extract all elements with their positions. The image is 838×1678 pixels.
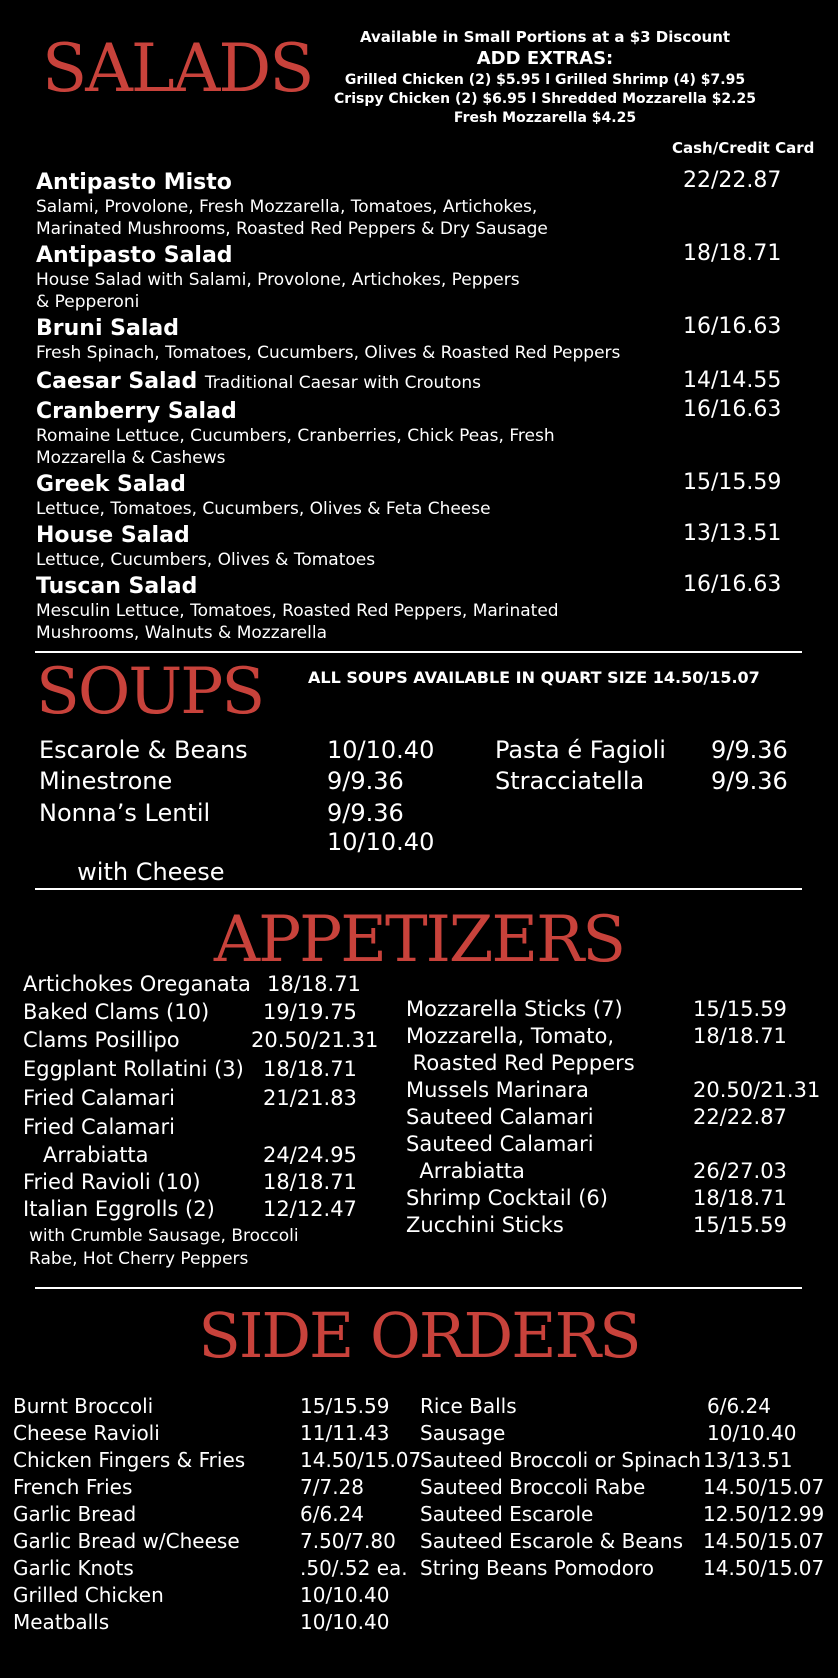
- side-price: 15/15.59: [300, 1394, 390, 1418]
- side-price: .50/.52 ea.: [300, 1556, 408, 1580]
- appetizer-price: 21/21.83: [263, 1086, 357, 1110]
- side-name: Sauteed Broccoli or Spinach: [420, 1448, 701, 1472]
- salad-item: [36, 369, 481, 396]
- side-name: French Fries: [13, 1475, 133, 1499]
- side-name: String Beans Pomodoro: [420, 1556, 655, 1580]
- salad-price: 14/14.55: [683, 368, 782, 393]
- salad-desc: Traditional Caesar with Croutons: [204, 373, 482, 393]
- side-name: Sausage: [420, 1421, 506, 1445]
- salad-desc: & Pepperoni: [36, 292, 140, 312]
- appetizer-price: 19/19.75: [263, 1000, 357, 1024]
- soup-price: 9/9.36: [327, 799, 404, 827]
- side-name: Sauteed Broccoli Rabe: [420, 1475, 646, 1499]
- salad-desc: Mozzarella & Cashews: [36, 448, 226, 468]
- salad-name: Bruni Salad: [36, 316, 179, 341]
- salad-name: House Salad: [36, 523, 190, 548]
- salad-item: [36, 243, 520, 313]
- appetizer-price: 18/18.71: [263, 1170, 357, 1194]
- extras-title: ADD EXTRAS:: [476, 48, 614, 69]
- salad-desc: Romaine Lettuce, Cucumbers, Cranberries, Chick Peas, Fresh: [36, 426, 555, 446]
- side-name: Garlic Bread w/Cheese: [13, 1529, 240, 1553]
- appetizer-name: Zucchini Sticks: [406, 1213, 564, 1237]
- salad-item: [36, 170, 548, 240]
- side-name: Sauteed Escarole & Beans: [420, 1529, 684, 1553]
- soup-price: 10/10.40: [327, 736, 435, 764]
- salad-name: Antipasto Salad: [36, 243, 233, 268]
- side-price: 14.50/15.07: [703, 1475, 825, 1499]
- appetizer-name: Sauteed Calamari: [406, 1132, 594, 1156]
- salad-name: Antipasto Misto: [36, 170, 232, 195]
- side-name: Garlic Bread: [13, 1502, 137, 1526]
- appetizer-price: 15/15.59: [693, 1213, 787, 1237]
- appetizer-name: Arrabiatta: [406, 1159, 525, 1183]
- side-price: 7.50/7.80: [300, 1529, 396, 1553]
- appetizer-name: Clams Posillipo: [23, 1028, 180, 1052]
- side-price: 7/7.28: [300, 1475, 364, 1499]
- soup-price: 9/9.36: [327, 767, 404, 795]
- divider: [35, 651, 802, 653]
- appetizer-price: 22/22.87: [693, 1105, 787, 1129]
- appetizer-price: 12/12.47: [263, 1197, 357, 1221]
- salad-item: [36, 472, 491, 520]
- soup-name: Escarole & Beans: [39, 736, 248, 764]
- extras-line-3: Fresh Mozzarella $4.25: [453, 110, 637, 126]
- salad-price: 16/16.63: [683, 572, 782, 597]
- side-price: 14.50/15.07: [300, 1448, 422, 1472]
- appetizers-heading: APPETIZERS: [213, 903, 625, 977]
- salad-desc: Marinated Mushrooms, Roasted Red Peppers & Dry Sausage: [36, 219, 548, 239]
- salad-name: Caesar Salad: [36, 369, 198, 394]
- side-price: 6/6.24: [707, 1394, 771, 1418]
- side-name: Burnt Broccoli: [13, 1394, 154, 1418]
- price-header: Cash/Credit Card: [672, 139, 815, 157]
- extras-line-2: Crispy Chicken (2) $6.95 l Shredded Mozzarella $2.25: [334, 91, 756, 107]
- salad-item: [36, 399, 555, 469]
- appetizer-name: Italian Eggrolls (2): [23, 1197, 215, 1221]
- soup-name: Stracciatella: [495, 767, 645, 795]
- appetizer-name: Eggplant Rollatini (3): [23, 1057, 244, 1081]
- soup-name: Minestrone: [39, 767, 173, 795]
- side-orders-heading: SIDE ORDERS: [198, 1299, 640, 1372]
- salad-price: 15/15.59: [683, 470, 782, 495]
- side-name: Meatballs: [13, 1610, 110, 1634]
- salad-desc: Fresh Spinach, Tomatoes, Cucumbers, Olives & Roasted Red Peppers: [36, 343, 621, 363]
- divider: [35, 1287, 802, 1289]
- appetizer-desc: Rabe, Hot Cherry Peppers: [29, 1249, 249, 1269]
- appetizer-name: Mozzarella, Tomato,: [406, 1024, 615, 1048]
- appetizer-price: 20.50/21.31: [693, 1078, 821, 1102]
- side-name: Garlic Knots: [13, 1556, 134, 1580]
- appetizer-name: Fried Calamari: [23, 1115, 175, 1139]
- appetizer-price: 18/18.71: [263, 1057, 357, 1081]
- soup-price: 10/10.40: [327, 828, 435, 856]
- appetizer-name: Fried Ravioli (10): [23, 1170, 201, 1194]
- salad-price: 13/13.51: [683, 521, 782, 546]
- side-price: 6/6.24: [300, 1502, 364, 1526]
- soup-price: 9/9.36: [711, 767, 788, 795]
- side-price: 10/10.40: [707, 1421, 797, 1445]
- appetizer-desc: with Crumble Sausage, Broccoli: [29, 1226, 299, 1246]
- side-name: Rice Balls: [420, 1394, 517, 1418]
- appetizer-name: Fried Calamari: [23, 1086, 175, 1110]
- salad-desc: Mesculin Lettuce, Tomatoes, Roasted Red Peppers, Marinated: [36, 601, 559, 621]
- salad-price: 22/22.87: [683, 168, 782, 193]
- appetizer-name: Sauteed Calamari: [406, 1105, 594, 1129]
- salad-name: Tuscan Salad: [36, 574, 198, 599]
- soup-name: Nonna’s Lentil: [39, 799, 211, 827]
- soup-name: with Cheese: [54, 858, 225, 886]
- soup-price: 9/9.36: [711, 736, 788, 764]
- side-price: 10/10.40: [300, 1610, 390, 1634]
- salad-price: 16/16.63: [683, 397, 782, 422]
- side-name: Grilled Chicken: [13, 1583, 164, 1607]
- side-price: 14.50/15.07: [703, 1556, 825, 1580]
- appetizer-name: Shrimp Cocktail (6): [406, 1186, 608, 1210]
- salad-desc: Lettuce, Cucumbers, Olives & Tomatoes: [36, 550, 376, 570]
- side-price: 10/10.40: [300, 1583, 390, 1607]
- salad-desc: Salami, Provolone, Fresh Mozzarella, Tomatoes, Artichokes,: [36, 197, 538, 217]
- appetizer-price: 18/18.71: [693, 1024, 787, 1048]
- appetizer-name: Mozzarella Sticks (7): [406, 997, 623, 1021]
- salads-heading: SALADS: [42, 30, 313, 107]
- appetizer-price: 18/18.71: [267, 972, 361, 996]
- appetizer-name: Mussels Marinara: [406, 1078, 589, 1102]
- soup-row: [495, 735, 666, 765]
- appetizer-name: Roasted Red Peppers: [406, 1051, 635, 1075]
- appetizer-name: Baked Clams (10): [23, 1000, 210, 1024]
- salad-item: [36, 316, 620, 364]
- appetizer-price: 18/18.71: [693, 1186, 787, 1210]
- salad-price: 16/16.63: [683, 314, 782, 339]
- side-price: 13/13.51: [703, 1448, 793, 1472]
- divider: [35, 888, 802, 890]
- soup-row: [39, 827, 224, 887]
- appetizer-price: 15/15.59: [693, 997, 787, 1021]
- salad-desc: Lettuce, Tomatoes, Cucumbers, Olives & Feta Cheese: [36, 499, 491, 519]
- soup-row: [495, 766, 644, 796]
- side-name: Chicken Fingers & Fries: [13, 1448, 246, 1472]
- salad-price: 18/18.71: [683, 241, 782, 266]
- salad-name: Greek Salad: [36, 472, 186, 497]
- soup-row: [39, 798, 210, 828]
- appetizer-name: Artichokes Oreganata: [23, 972, 251, 996]
- soup-row: [39, 735, 248, 765]
- side-price: 12.50/12.99: [703, 1502, 825, 1526]
- side-name: Cheese Ravioli: [13, 1421, 160, 1445]
- appetizer-price: 26/27.03: [693, 1159, 787, 1183]
- side-price: 11/11.43: [300, 1421, 390, 1445]
- soup-name: Pasta é Fagioli: [495, 736, 666, 764]
- appetizer-price: 24/24.95: [263, 1143, 357, 1167]
- appetizer-name: Arrabiatta: [23, 1143, 149, 1167]
- salad-item: [36, 574, 559, 644]
- side-price: 14.50/15.07: [703, 1529, 825, 1553]
- extras-line-1: Grilled Chicken (2) $5.95 l Grilled Shrimp (4) $7.95: [344, 72, 746, 88]
- portions-note: Available in Small Portions at a $3 Discount: [359, 28, 731, 46]
- salad-name: Cranberry Salad: [36, 399, 237, 424]
- salad-desc: Mushrooms, Walnuts & Mozzarella: [36, 623, 327, 643]
- soup-row: [39, 766, 172, 796]
- salad-item: [36, 523, 375, 571]
- soups-heading: SOUPS: [36, 655, 264, 729]
- appetizer-price: 20.50/21.31: [251, 1028, 379, 1052]
- soups-quart-note: ALL SOUPS AVAILABLE IN QUART SIZE 14.50/15.07: [308, 668, 760, 687]
- side-name: Sauteed Escarole: [420, 1502, 594, 1526]
- salad-desc: House Salad with Salami, Provolone, Artichokes, Peppers: [36, 270, 520, 290]
